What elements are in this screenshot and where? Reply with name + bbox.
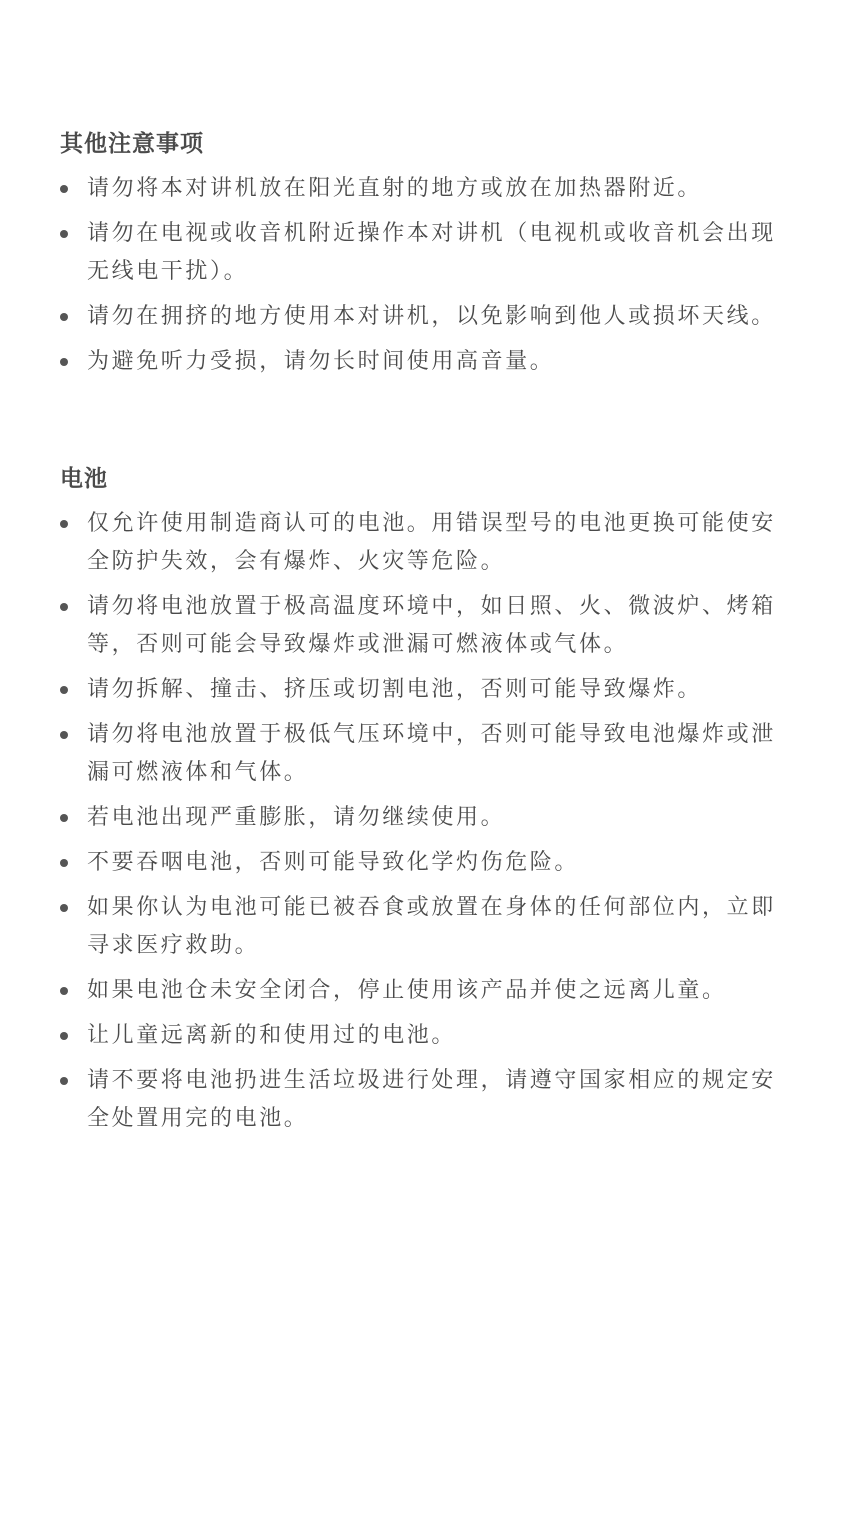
- bullet-dot-icon: [60, 859, 68, 867]
- list-item: [60, 1062, 796, 1138]
- bullet-dot-icon: [60, 686, 68, 694]
- list-item-text: 请勿将电池放置于极高温度环境中，如日照、火、微波炉、烤箱等，否则可能会导致爆炸或泄漏可燃液体或气体。: [87, 594, 776, 657]
- list-item-text: 请勿将本对讲机放在阳光直射的地方或放在加热器附近。: [87, 176, 703, 201]
- bullet-dot-icon: [60, 313, 68, 321]
- section-battery: [60, 463, 796, 1138]
- list-item-text: 请不要将电池扔进生活垃圾进行处理，请遵守国家相应的规定安全处置用完的电池。: [87, 1068, 776, 1131]
- bullet-dot-icon: [60, 904, 68, 912]
- list-item-text: 请勿拆解、撞击、挤压或切割电池，否则可能导致爆炸。: [87, 677, 703, 702]
- list-item-text: 不要吞咽电池，否则可能导致化学灼伤危险。: [87, 850, 580, 875]
- list-item: [60, 972, 796, 1010]
- list-item-text: 让儿童远离新的和使用过的电池。: [87, 1023, 457, 1048]
- list-item: [60, 889, 796, 965]
- list-item-text: 如果你认为电池可能已被吞食或放置在身体的任何部位内，立即寻求医疗救助。: [87, 895, 776, 958]
- bullet-dot-icon: [60, 731, 68, 739]
- bullet-dot-icon: [60, 1032, 68, 1040]
- list-item: [60, 671, 796, 709]
- bullet-dot-icon: [60, 814, 68, 822]
- bullet-list: [60, 170, 796, 381]
- list-item: [60, 799, 796, 837]
- bullet-dot-icon: [60, 603, 68, 611]
- list-item-text: 仅允许使用制造商认可的电池。用错误型号的电池更换可能使安全防护失效，会有爆炸、火灾等危险。: [87, 511, 776, 574]
- list-item-text: 请勿将电池放置于极低气压环境中，否则可能导致电池爆炸或泄漏可燃液体和气体。: [87, 722, 776, 785]
- bullet-dot-icon: [60, 358, 68, 366]
- list-item: [60, 343, 796, 381]
- list-item: [60, 170, 796, 208]
- list-item: [60, 298, 796, 336]
- list-item-text: 如果电池仓未安全闭合，停止使用该产品并使之远离儿童。: [87, 978, 727, 1003]
- list-item: [60, 716, 796, 792]
- list-item: [60, 588, 796, 664]
- bullet-dot-icon: [60, 230, 68, 238]
- bullet-list: [60, 505, 796, 1138]
- list-item-text: 请勿在拥挤的地方使用本对讲机，以免影响到他人或损坏天线。: [87, 304, 776, 329]
- list-item-text: 若电池出现严重膨胀，请勿继续使用。: [87, 805, 506, 830]
- list-item-text: 为避免听力受损，请勿长时间使用高音量。: [87, 349, 555, 374]
- section-title: 电池: [60, 466, 108, 492]
- bullet-dot-icon: [60, 987, 68, 995]
- section-other-precautions: [60, 128, 796, 381]
- bullet-dot-icon: [60, 185, 68, 193]
- list-item: [60, 844, 796, 882]
- list-item: [60, 1017, 796, 1055]
- list-item: [60, 505, 796, 581]
- section-title: 其他注意事项: [60, 131, 204, 157]
- bullet-dot-icon: [60, 1077, 68, 1085]
- bullet-dot-icon: [60, 520, 68, 528]
- list-item-text: 请勿在电视或收音机附近操作本对讲机（电视机或收音机会出现无线电干扰）。: [87, 221, 776, 284]
- list-item: [60, 215, 796, 291]
